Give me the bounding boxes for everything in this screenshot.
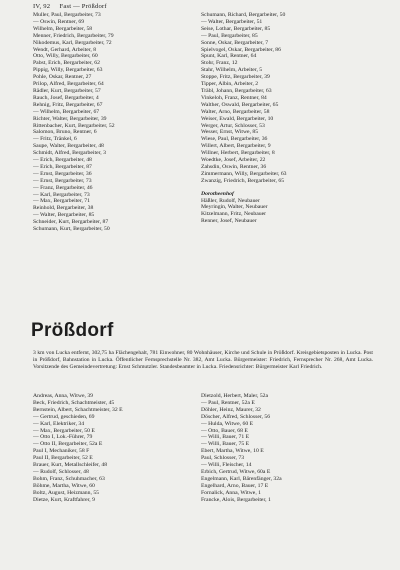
list-entry: — Walter, Bergarbeiter, 51 [201, 18, 263, 25]
list-entry: Tipper, Albin, Arbeiter, 2 [201, 81, 259, 88]
list-entry: Boltz, August, Heizmann, 55 [33, 489, 100, 496]
list-entry: Zimmermann, Willy, Bergarbeiter, 63 [201, 170, 287, 177]
list-entry: Walter, Arno, Bergarbeiter, 58 [201, 108, 270, 115]
list-entry: Menner, Friedrich, Bergarbeiter, 79 [33, 32, 114, 39]
list-entry: Kitzelmann, Fritz, Neubauer [201, 211, 267, 218]
list-entry: Paul, Schlosser, 73 [201, 455, 245, 462]
resident-list-dorotheenhof [201, 198, 371, 226]
list-entry: — Fritz, Tränkel, 6 [33, 136, 77, 143]
list-entry: Richter, Walter, Bergarbeiter, 39 [33, 115, 107, 122]
list-entry: Francke, Alois, Bergarbeiter, 1 [201, 496, 271, 503]
list-entry: — Paul, Rentner, 52a E [201, 399, 255, 406]
list-entry: Reinhold, Bergarbeiter, 38 [33, 205, 94, 212]
list-entry: Bohm, Franz, Schuhmacher, 63 [33, 475, 105, 482]
list-entry: Pabst, Erich, Bergarbeiter, 62 [33, 60, 100, 67]
list-entry: — Otto I, Lok.-Führer, 79 [33, 434, 93, 441]
list-entry: — Franz, Bergarbeiter, 46 [33, 184, 93, 191]
list-entry: — Karl, Bergarbeiter, 73 [33, 191, 90, 198]
list-entry: — Karl, Elektriker, 34 [33, 420, 85, 427]
subsection-heading: Dorotheenhof [201, 190, 234, 197]
list-entry: Erbich, Gertrud, Witwe, 60a E [201, 468, 271, 475]
list-entry: Spunt, Karl, Rentner, 64 [201, 53, 257, 60]
list-entry: Wilhelm, Bergarbeiter, 58 [33, 25, 93, 32]
list-entry: — Oswin, Rentner, 69 [33, 18, 85, 25]
list-entry: Stahr, Wilhelm, Arbeiter, 5 [201, 67, 263, 74]
list-entry: Paul II, Bergarbeiter, 52 E [33, 455, 93, 462]
page-header [33, 3, 107, 10]
list-entry: Schumann, Richard, Bergarbeiter, 50 [201, 12, 286, 18]
list-entry: — Paul, Bergarbeiter, 85 [201, 32, 258, 39]
list-entry: Andreas, Anna, Witwe, 39 [33, 393, 94, 399]
list-entry: — Wilhelm, Bergarbeiter, 67 [33, 108, 100, 115]
list-entry: Schumann, Kurt, Bergarbeiter, 50 [33, 226, 110, 233]
list-entry: — Walter, Bergarbeiter, 85 [33, 212, 95, 219]
list-entry: Dietzold, Herbert, Maler, 52a [201, 393, 269, 399]
list-entry: Schneider, Kurt, Bergarbeiter, 87 [33, 219, 109, 226]
list-entry: — Ernst, Bergarbeiter, 73 [33, 177, 92, 184]
header-town: Fast — Prößdorf [59, 3, 107, 10]
list-entry: Stoppe, Fritz, Bergarbeiter, 39 [201, 74, 270, 81]
list-entry: Willner, Herbert, Bergarbeiter, 8 [201, 150, 275, 157]
list-entry: Zahsdin, Oswin, Rentner, 36 [201, 163, 267, 170]
list-entry: Rittenbacher, Kurt, Bergarbeiter, 52 [33, 122, 115, 129]
list-entry: Paul I, Mechaniker, 58 F [33, 448, 90, 455]
list-entry: Pippig, Willy, Bergarbeiter, 63 [33, 67, 103, 74]
list-entry: Fornalick, Anna, Witwe, 1 [201, 489, 262, 496]
list-entry: Bernstein, Albert, Schachtmeister, 32 E [33, 406, 123, 413]
list-entry: Rauch, Josef, Bergarbeiter, 4 [33, 94, 99, 101]
list-entry: — Otto, Bauer, 68 E [201, 427, 248, 434]
list-entry: Nikodemus, Karl, Bergarbeiter, 72 [33, 39, 112, 46]
list-entry: — Willi, Bauer, 71 E [201, 434, 250, 441]
page-number: IV, 92 [33, 3, 51, 10]
list-entry: Schmidt, Alfred, Bergarbeiter, 3 [33, 150, 106, 157]
list-entry: — Hulda, Witwe, 60 E [201, 420, 254, 427]
list-entry: Ebert, Martha, Witwe, 10 E [201, 448, 264, 455]
list-entry: — Willi, Bauer, 75 E [201, 441, 250, 448]
list-entry: — Erich, Bergarbeiter, 48 [33, 157, 92, 164]
list-entry: Döhler, Heinz, Maurer, 32 [201, 406, 261, 413]
list-entry: Meyringin, Walter, Neubauer [201, 204, 268, 211]
list-entry: Wiese, Paul, Bergarbeiter, 36 [201, 136, 268, 143]
list-entry: Prilop, Alfred, Bergarbeiter, 64 [33, 81, 104, 88]
list-entry: Brauer, Kurt, Metallschleifer, 48 [33, 462, 108, 469]
list-entry: — Max, Bergarbeiter, 71 [33, 198, 90, 205]
town-resident-list-right [201, 393, 373, 504]
list-entry: Salomon, Bruno, Rentner, 6 [33, 129, 97, 136]
resident-list-right [201, 12, 371, 225]
list-entry: Böhme, Martha, Witwe, 60 [33, 482, 95, 489]
list-entry: Wendt, Gerhard, Arbeiter, 8 [33, 46, 97, 53]
list-entry: Spielvogel, Oskar, Bergarbeiter, 86 [201, 46, 281, 53]
list-entry: Sonne, Oskar, Bergarbeiter, 7 [201, 39, 269, 46]
list-entry: — Willi, Fleischer, 14 [201, 462, 252, 469]
list-entry: Stohr, Franz, 12 [201, 60, 238, 67]
list-entry: — Rudolf, Schlosser, 48 [33, 468, 89, 475]
list-entry: Muller, Paul, Bergarbeiter, 73 [33, 12, 101, 18]
list-entry: Engelhard, Arno, Bauer, 17 E [201, 482, 269, 489]
list-entry: Beck, Friedrich, Schachtmeister, 45 [33, 399, 115, 406]
list-entry: Saupe, Walter, Bergarbeiter, 48 [33, 143, 104, 150]
town-description: 3 km von Lucka entfernt, 302,75 ha Flächengehalt, 781 Einwohner, 80 Wohnhäuser, Kirche und Schule in Prößdorf. Kreisgebietsposten in Lucka. Post in Prößdorf, Bahnstation in Lucka. Öffentlicher Fernsprechstelle Nr. 382, Amt Lucka. Bürgermeister: Friedrich, Fernsprecher Nr. 268, Amt Lucka. Vorsitzende des Gemeindevertretung: Ernst Schmutzler. Standesbeamter in Lucka. Friedensrichter: Bürgermeister Karl Friedrich. [33, 350, 373, 370]
list-entry: Engelmann, Karl, Bärenfänger, 32a [201, 475, 282, 482]
resident-list-right-main [201, 12, 371, 185]
list-entry: Zwanzig, Friedrich, Bergarbeiter, 65 [201, 177, 285, 184]
list-entry: Walther, Oswald, Bergarbeiter, 65 [201, 101, 279, 108]
list-entry: Seise, Lothar, Bergarbeiter, 85 [201, 25, 271, 32]
list-entry: Otto, Willy, Bergarbeiter, 60 [33, 53, 98, 60]
list-entry: Häßler, Rudolf, Neubauer [201, 197, 260, 204]
list-entry: Wesser, Ernst, Witwe, 85 [201, 129, 259, 136]
list-entry: Träbl, Johann, Bergarbeiter, 63 [201, 87, 272, 94]
list-entry: Renner, Josef, Neubauer [201, 218, 257, 225]
list-entry: Rehnig, Fritz, Bergarbeiter, 67 [33, 101, 103, 108]
list-entry: Dietze, Kurt, Kraftfahrer, 9 [33, 496, 95, 503]
list-entry: Willert, Albert, Bergarbeiter, 9 [201, 143, 271, 150]
list-entry: — Gertrud, geschieden, 69 [33, 413, 95, 420]
list-entry: — Ernst, Bergarbeiter, 36 [33, 170, 92, 177]
list-entry: Weiser, Ewald, Bergarbeiter, 10 [201, 115, 274, 122]
section-title: Prößdorf [31, 320, 114, 341]
list-entry: Woedtke, Josef, Arbeiter, 22 [201, 157, 266, 164]
town-resident-list-left [33, 393, 203, 504]
list-entry: Vinkeloh, Franz, Rentner, 84 [201, 94, 267, 101]
list-entry: — Otto II, Bergarbeiter, 52a E [33, 441, 103, 448]
list-entry: — Max, Bergarbeiter, 50 E [33, 427, 95, 434]
list-entry: Döscher, Alfred, Schlosser, 56 [201, 413, 271, 420]
resident-list-left [33, 12, 203, 233]
list-entry: Pohle, Oskar, Rentner, 27 [33, 74, 92, 81]
list-entry: — Erich, Bergarbeiter, 87 [33, 163, 92, 170]
list-entry: Werger, Artur, Schlosser, 53 [201, 122, 265, 129]
list-entry: Rädler, Kurt, Bergarbeiter, 57 [33, 87, 101, 94]
